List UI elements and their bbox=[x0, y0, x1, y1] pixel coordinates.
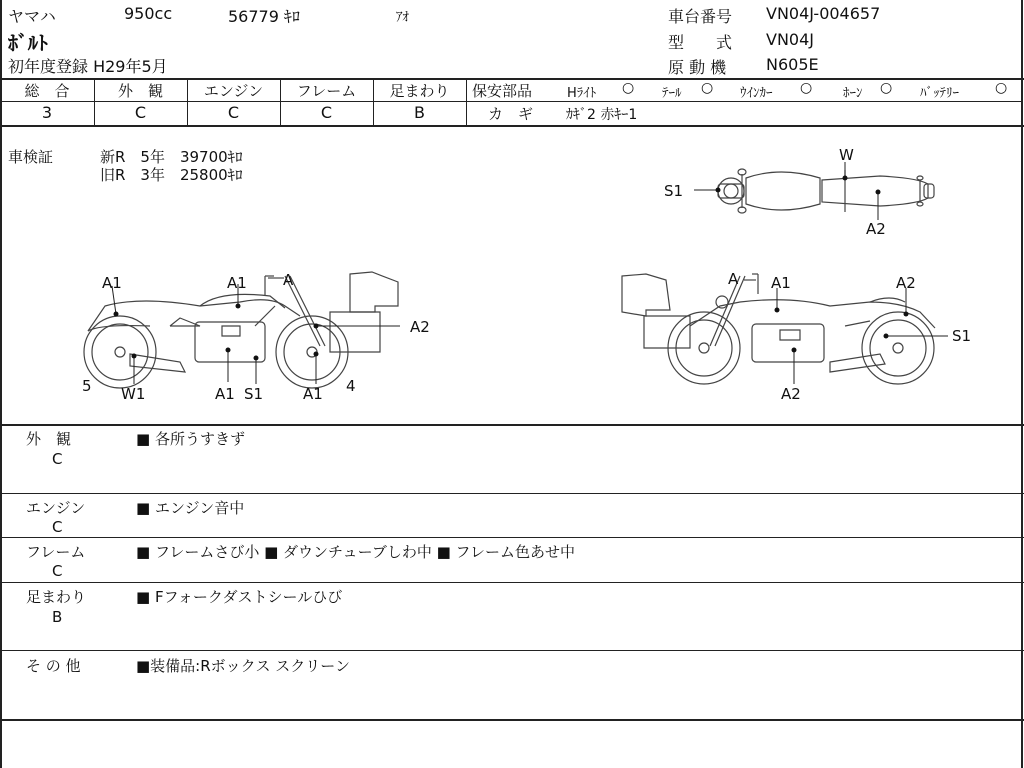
diag-label-left-a1-rear: A1 bbox=[102, 274, 122, 292]
mileage: 56779 ｷﾛ bbox=[228, 7, 300, 26]
safety-mark-tail: ○ bbox=[701, 80, 714, 96]
safety-item-winker: ｳｲﾝｶｰ bbox=[740, 86, 773, 101]
diag-label-left-a2: A2 bbox=[410, 318, 430, 336]
exterior-label: 外 観 bbox=[117, 82, 163, 100]
diag-label-top-a2: A2 bbox=[866, 220, 886, 238]
diag-label-left-a1-tank: A1 bbox=[227, 274, 247, 292]
remark-grade-frame: C bbox=[52, 562, 63, 580]
remark-cat-suspension: 足まわり bbox=[26, 588, 87, 606]
diag-label-right-a1-tank: A1 bbox=[771, 274, 791, 292]
diag-label-left-a1-engine: A1 bbox=[215, 385, 235, 403]
diag-label-left-a-mirror: A bbox=[283, 271, 294, 289]
remark-text-exterior: ■ 各所うすきず bbox=[136, 430, 245, 448]
inspection-label: 車検証 bbox=[8, 148, 54, 166]
safety-mark-winker: ○ bbox=[800, 80, 813, 96]
exterior-grade: C bbox=[134, 103, 147, 122]
safety-mark-battery: ○ bbox=[995, 80, 1008, 96]
remark-grade-suspension: B bbox=[52, 608, 63, 626]
overall-label: 総 合 bbox=[24, 82, 70, 100]
diag-label-top-w: W bbox=[839, 146, 854, 164]
safety-item-headlight: Hﾗｲﾄ bbox=[567, 86, 597, 101]
displacement: 950cc bbox=[124, 4, 173, 23]
right-border bbox=[1021, 0, 1023, 768]
remark-text-suspension: ■ Fフォークダストシールひび bbox=[136, 588, 343, 606]
grade-row-divider-right bbox=[467, 101, 1023, 102]
safety-item-horn: ﾎｰﾝ bbox=[843, 86, 863, 101]
diag-label-left-s1: S1 bbox=[244, 385, 264, 403]
diag-label-top-s1: S1 bbox=[664, 182, 684, 200]
engine-label: 原 動 機 bbox=[668, 58, 727, 77]
type-label: 型 式 bbox=[668, 33, 733, 52]
remark-cat-engine: エンジン bbox=[26, 499, 86, 517]
remark-divider-4 bbox=[0, 650, 1024, 651]
diag-label-left-a1-fork: A1 bbox=[303, 385, 323, 403]
remark-cat-exterior: 外 観 bbox=[26, 430, 72, 448]
safety-mark-horn: ○ bbox=[880, 80, 893, 96]
remark-text-other: ■装備品:Rボックス スクリーン bbox=[136, 657, 350, 675]
safety-label: 保安部品 bbox=[472, 82, 533, 100]
maker: ヤマハ bbox=[8, 7, 56, 26]
frame-no: VN04J-004657 bbox=[766, 4, 881, 23]
remark-text-engine: ■ エンジン音中 bbox=[136, 499, 245, 517]
diag-label-right-a-mirror: A bbox=[728, 270, 739, 288]
top-view-motorcycle bbox=[718, 169, 934, 213]
remark-cat-other: そ の 他 bbox=[26, 657, 81, 675]
remark-divider-3 bbox=[0, 582, 1024, 583]
remarks-top-border bbox=[0, 424, 1024, 426]
frame-grade-label: フレーム bbox=[296, 82, 357, 100]
remark-divider-2 bbox=[0, 537, 1024, 538]
remark-text-frame: ■ フレームさび小 ■ ダウンチューブしわ中 ■ フレーム色あせ中 bbox=[136, 543, 575, 561]
first-registration: 初年度登録 H29年5月 bbox=[8, 57, 168, 76]
inspection-new: 新R 5年 39700ｷﾛ bbox=[100, 148, 243, 166]
engine-grade-label: エンジン bbox=[203, 82, 264, 100]
suspension-grade: B bbox=[414, 103, 425, 122]
engine-grade: C bbox=[227, 103, 240, 122]
diag-label-left-5: 5 bbox=[82, 377, 92, 395]
frame-grade: C bbox=[320, 103, 333, 122]
type-value: VN04J bbox=[766, 30, 814, 49]
remarks-bottom-border bbox=[0, 719, 1024, 721]
grade-row-divider-left bbox=[0, 101, 467, 102]
color: ｱｵ bbox=[396, 10, 409, 25]
diag-label-left-4: 4 bbox=[346, 377, 356, 395]
suspension-grade-label: 足まわり bbox=[389, 82, 450, 100]
diag-label-right-a2-engine: A2 bbox=[781, 385, 801, 403]
safety-item-battery: ﾊﾞｯﾃﾘｰ bbox=[920, 86, 959, 101]
diag-label-left-w1: W1 bbox=[121, 385, 146, 403]
model-name: ﾎﾞﾙﾄ bbox=[8, 31, 48, 55]
remark-divider-1 bbox=[0, 493, 1024, 494]
damage-diagram bbox=[0, 126, 1020, 426]
key-value: ｶｷﾞ2 赤ｷｰ1 bbox=[566, 107, 638, 123]
remark-grade-exterior: C bbox=[52, 450, 63, 468]
col-divider-5 bbox=[466, 79, 467, 125]
key-label: カ ギ bbox=[488, 105, 534, 123]
inspection-old: 旧R 3年 25800ｷﾛ bbox=[100, 166, 243, 184]
remark-cat-frame: フレーム bbox=[26, 543, 86, 561]
diag-label-right-a2-rear: A2 bbox=[896, 274, 916, 292]
remark-grade-engine: C bbox=[52, 518, 63, 536]
damage-points bbox=[114, 176, 909, 361]
engine-value: N605E bbox=[766, 55, 819, 74]
safety-mark-headlight: ○ bbox=[622, 80, 635, 96]
frame-no-label: 車台番号 bbox=[668, 7, 733, 26]
overall-grade: 3 bbox=[41, 103, 53, 122]
safety-item-tail: ﾃｰﾙ bbox=[662, 86, 682, 101]
diag-label-right-s1: S1 bbox=[952, 327, 972, 345]
